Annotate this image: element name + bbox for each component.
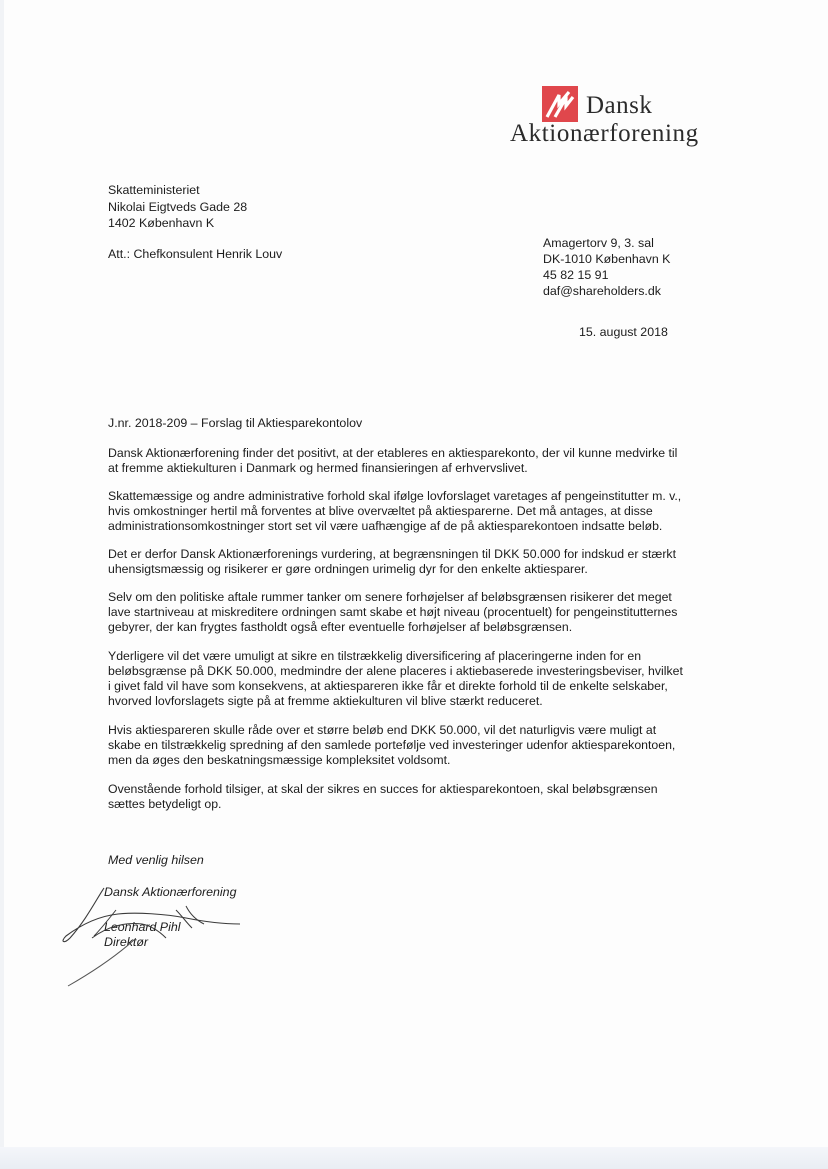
sender-line: DK-1010 København K [543, 252, 671, 266]
paragraph-line: Yderligere vil det være umuligt at sikre en tilstrækkelig diversificering af placeringerne inden for en [108, 649, 642, 663]
handwritten-signature [56, 880, 256, 990]
dansk-aktionaerforening-logo [506, 86, 721, 158]
body-paragraph [108, 489, 708, 534]
body-paragraph [108, 590, 708, 635]
paragraph-line: Selv om den politiske aftale rummer tanker om senere forhøjelser af beløbsgrænsen risikerer det meget [108, 590, 672, 604]
body-paragraph [108, 723, 708, 768]
paragraph-line: at fremme aktiekulturen i Danmark og hermed finansieringen af erhvervslivet. [108, 461, 528, 475]
paragraph-line: Det er derfor Dansk Aktionærforenings vurdering, at begrænsningen til DKK 50.000 for indskud er stærkt [108, 547, 676, 561]
paragraph-line: Ovenstående forhold tilsiger, at skal der sikres en succes for aktiesparekontoen, skal beløbsgrænsen [108, 782, 658, 796]
scan-edge-bottom [0, 1147, 828, 1169]
paragraph-line: beløbsgrænse på DKK 50.000, medmindre der alene placeres i aktiebaserede investeringsbeviser, hvilket [108, 664, 683, 678]
sender-line: Amagertorv 9, 3. sal [543, 236, 654, 250]
paragraph-line: hvis omkostninger hertil må forventes at blive overvæltet på aktiesparerne. Det må antages, at disse [108, 504, 653, 518]
paragraph-line: Skattemæssige og andre administrative forhold skal ifølge lovforslaget varetages af pengeinstitutter m. v., [108, 489, 682, 503]
signatory-name: Leonhard Pihl [104, 920, 181, 934]
scan-edge-left [0, 0, 4, 1169]
paragraph-line: Dansk Aktionærforening finder det positivt, at der etableres en aktiesparekonto, der vil kunne medvirke til [108, 446, 678, 460]
body-paragraph [108, 782, 708, 812]
recipient-attention: Att.: Chefkonsulent Henrik Louv [108, 247, 283, 261]
sender-line: 45 82 15 91 [543, 268, 609, 282]
paragraph-line: i givet fald vil have som konsekvens, at aktiespareren ikke får et direkte forhold til de enkelte selskaber, [108, 679, 668, 693]
recipient-line: Skatteministeriet [108, 183, 200, 197]
paragraph-line: uhensigtsmæssig og risikerer er gøre ordningen urimelig dyr for den enkelte aktiesparer. [108, 562, 588, 576]
closing-greeting: Med venlig hilsen [108, 853, 204, 867]
letter-subject: J.nr. 2018-209 – Forslag til Aktiesparekontolov [108, 416, 363, 430]
body-paragraph [108, 446, 708, 476]
paragraph-line: administrationsomkostninger stort set vil være uafhængige af de på aktiesparekontoen indsatte beløb. [108, 519, 663, 533]
paragraph-line: hvorved lovforslagets sigte på at fremme aktiekulturen vil blive stærkt reduceret. [108, 694, 543, 708]
logo-mark-icon [542, 86, 578, 122]
logo-text-line2: Aktionærforening [510, 120, 699, 147]
letter-date: 15. august 2018 [579, 325, 668, 339]
paragraph-line: men da øges den beskatningsmæssige kompleksitet voldsomt. [108, 753, 451, 767]
paragraph-line: Hvis aktiespareren skulle råde over et større beløb end DKK 50.000, vil det naturligvis være muligt at [108, 723, 657, 737]
closing-organization: Dansk Aktionærforening [104, 885, 237, 899]
paragraph-line: sættes betydeligt op. [108, 797, 222, 811]
paragraph-line: gebyrer, der kan frygtes fastholdt også efter eventuelle forhøjelser af beløbsgrænsen. [108, 620, 573, 634]
sender-email: daf@shareholders.dk [543, 284, 661, 298]
body-paragraph [108, 649, 708, 709]
recipient-line: 1402 København K [108, 216, 215, 230]
logo-text-line1: Dansk [586, 92, 653, 119]
recipient-line: Nikolai Eigtveds Gade 28 [108, 200, 248, 214]
paragraph-line: skabe en tilstrækkelig spredning af den samlede portefølje ved investeringer udenfor aktiesparekontoen, [108, 738, 676, 752]
body-paragraph [108, 547, 708, 577]
signatory-title: Direktør [104, 935, 149, 949]
paragraph-line: lave startniveau at miskreditere ordningen samt skabe et højt niveau (procentuelt) for pengeinstitutternes [108, 605, 678, 619]
